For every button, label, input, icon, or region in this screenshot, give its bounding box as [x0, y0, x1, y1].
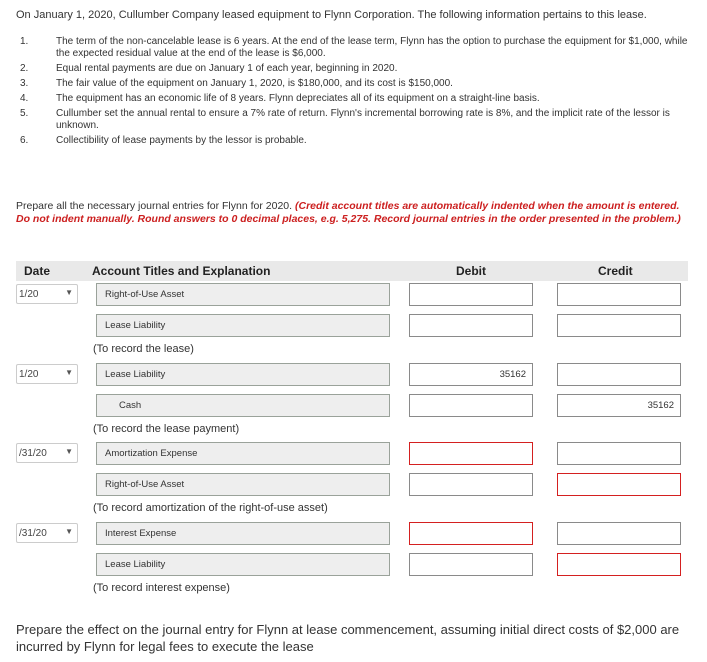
date-select[interactable]: /31/20 ▼	[16, 443, 78, 463]
debit-amount-field[interactable]	[409, 553, 533, 576]
item-number: 2.	[20, 63, 29, 74]
entry-explanation: (To record interest expense)	[93, 582, 230, 594]
chevron-down-icon: ▼	[65, 288, 73, 297]
account-title-field[interactable]: Interest Expense	[96, 522, 390, 545]
credit-amount-field[interactable]	[557, 442, 681, 465]
item-number: 1.	[20, 36, 29, 47]
debit-amount-field[interactable]: 35162	[409, 363, 533, 386]
chevron-down-icon: ▼	[65, 527, 73, 536]
account-title-field[interactable]: Amortization Expense	[96, 442, 390, 465]
account-title-field[interactable]: Right-of-Use Asset	[96, 473, 390, 496]
list-item	[20, 78, 690, 90]
date-select[interactable]: 1/20 ▼	[16, 284, 78, 304]
list-item	[20, 36, 690, 60]
instructions-text: Prepare all the necessary journal entries for Flynn for 2020.	[16, 200, 295, 212]
debit-amount-field[interactable]	[409, 394, 533, 417]
account-title-field[interactable]: Lease Liability	[96, 314, 390, 337]
credit-amount-field[interactable]	[557, 283, 681, 306]
credit-amount-field[interactable]: 35162	[557, 394, 681, 417]
credit-amount-field[interactable]	[557, 473, 681, 496]
debit-amount-field[interactable]	[409, 283, 533, 306]
journal-table-header	[16, 261, 688, 281]
credit-amount-field[interactable]	[557, 522, 681, 545]
list-item	[20, 108, 690, 132]
credit-amount-field[interactable]	[557, 363, 681, 386]
account-column-header: Account Titles and Explanation	[92, 264, 271, 278]
item-text: Cullumber set the annual rental to ensure a 7% rate of return. Flynn's incremental borrowing rate is 8%, and the implicit rate of the lessor is unknown.	[56, 108, 670, 131]
item-text: The fair value of the equipment on January 1, 2020, is $180,000, and its cost is $150,000.	[56, 78, 453, 89]
chevron-down-icon: ▼	[65, 447, 73, 456]
item-number: 3.	[20, 78, 29, 89]
list-item	[20, 135, 690, 147]
account-title-field[interactable]: Right-of-Use Asset	[96, 283, 390, 306]
item-text: The term of the non-cancelable lease is 6 years. At the end of the lease term, Flynn has the option to purchase the equipment for $1,000, while the expected residual value at the end of the lease is $6,000.	[56, 36, 688, 59]
item-text: Collectibility of lease payments by the lessor is probable.	[56, 135, 307, 146]
credit-column-header: Credit	[598, 264, 633, 278]
date-select[interactable]: /31/20 ▼	[16, 523, 78, 543]
entry-explanation: (To record amortization of the right-of-use asset)	[93, 502, 328, 514]
entry-explanation: (To record the lease payment)	[93, 423, 240, 435]
date-select[interactable]: 1/20 ▼	[16, 364, 78, 384]
credit-amount-field[interactable]	[557, 553, 681, 576]
list-item	[20, 63, 690, 75]
lease-facts-list	[20, 36, 690, 150]
account-title-field[interactable]: Lease Liability	[96, 553, 390, 576]
date-column-header: Date	[24, 264, 51, 278]
entry-explanation: (To record the lease)	[93, 343, 194, 355]
item-number: 6.	[20, 135, 29, 146]
debit-amount-field[interactable]	[409, 442, 533, 465]
item-number: 4.	[20, 93, 29, 104]
chevron-down-icon: ▼	[65, 368, 73, 377]
instructions-note: (Credit account titles are automatically indented when the amount is entered. Do not indent manually. Round answers to 0 decimal places, e.g. 5,275. Record journal entries in the order presented in the problem.)	[16, 200, 681, 225]
debit-amount-field[interactable]	[409, 314, 533, 337]
credit-amount-field[interactable]	[557, 314, 681, 337]
debit-amount-field[interactable]	[409, 473, 533, 496]
item-number: 5.	[20, 108, 29, 119]
list-item	[20, 93, 690, 105]
problem-intro: On January 1, 2020, Cullumber Company leased equipment to Flynn Corporation. The following information pertains to this lease.	[16, 9, 647, 21]
item-text: The equipment has an economic life of 8 years. Flynn depreciates all of its equipment on a straight-line basis.	[56, 93, 540, 104]
account-title-field[interactable]: Cash	[96, 394, 390, 417]
instructions	[16, 200, 688, 226]
debit-amount-field[interactable]	[409, 522, 533, 545]
account-title-field[interactable]: Lease Liability	[96, 363, 390, 386]
debit-column-header: Debit	[456, 264, 486, 278]
item-text: Equal rental payments are due on January 1 of each year, beginning in 2020.	[56, 63, 398, 74]
follow-up-question: Prepare the effect on the journal entry for Flynn at lease commencement, assuming initial direct costs of $2,000 are incurred by Flynn for legal fees to execute the lease	[16, 622, 680, 654]
